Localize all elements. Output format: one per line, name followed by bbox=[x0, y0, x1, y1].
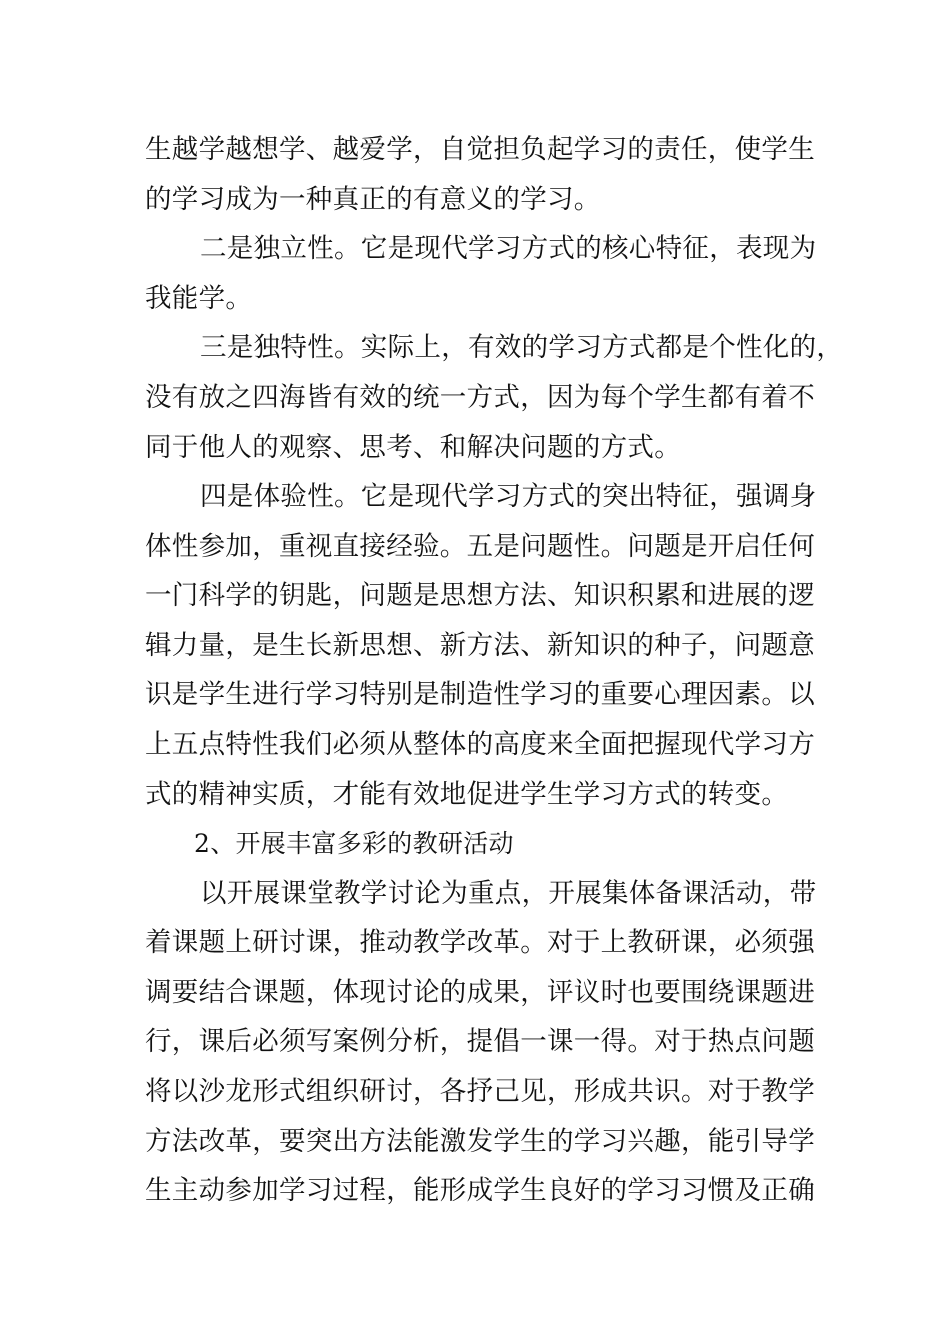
paragraph-start-line: 四是体验性。它是现代学习方式的突出特征，强调身 bbox=[200, 481, 817, 512]
text-line: 式的精神实质，才能有效地促进学生学习方式的转变。 bbox=[145, 779, 789, 810]
text-line: 没有放之四海皆有效的统一方式，因为每个学生都有着不 bbox=[145, 382, 815, 413]
text-line: 上五点特性我们必须从整体的高度来全面把握现代学习方 bbox=[145, 729, 815, 760]
text-line: 方法改革，要突出方法能激发学生的学习兴趣，能引导学 bbox=[145, 1126, 815, 1157]
text-line: 生越学越想学、越爱学，自觉担负起学习的责任，使学生 bbox=[145, 134, 815, 165]
text-line: 体性参加，重视直接经验。五是问题性。问题是开启任何 bbox=[145, 531, 815, 562]
text-line: 的学习成为一种真正的有意义的学习。 bbox=[145, 184, 601, 215]
paragraph-start-line: 三是独特性。实际上，有效的学习方式都是个性化的， bbox=[200, 332, 844, 363]
text-line: 着课题上研讨课，推动教学改革。对于上教研课，必须强 bbox=[145, 927, 815, 958]
paragraph-start-line: 以开展课堂教学讨论为重点，开展集体备课活动，带 bbox=[200, 878, 817, 909]
text-line: 将以沙龙形式组织研讨，各抒己见，形成共识。对于教学 bbox=[145, 1076, 815, 1107]
text-line: 识是学生进行学习特别是制造性学习的重要心理因素。以 bbox=[145, 679, 815, 710]
text-line: 同于他人的观察、思考、和解决问题的方式。 bbox=[145, 432, 681, 463]
section-heading: 2、开展丰富多彩的教研活动 bbox=[194, 829, 514, 858]
text-line: 一门科学的钥匙，问题是思想方法、知识积累和进展的逻 bbox=[145, 580, 815, 611]
text-line: 辑力量，是生长新思想、新方法、新知识的种子，问题意 bbox=[145, 630, 815, 661]
text-line: 行，课后必须写案例分析，提倡一课一得。对于热点问题 bbox=[145, 1026, 815, 1057]
text-line: 调要结合课题，体现讨论的成果，评议时也要围绕课题进 bbox=[145, 977, 815, 1008]
paragraph-start-line: 二是独立性。它是现代学习方式的核心特征，表现为 bbox=[200, 233, 817, 264]
text-line: 生主动参加学习过程，能形成学生良好的学习习惯及正确 bbox=[145, 1175, 815, 1206]
text-line: 我能学。 bbox=[145, 283, 253, 314]
